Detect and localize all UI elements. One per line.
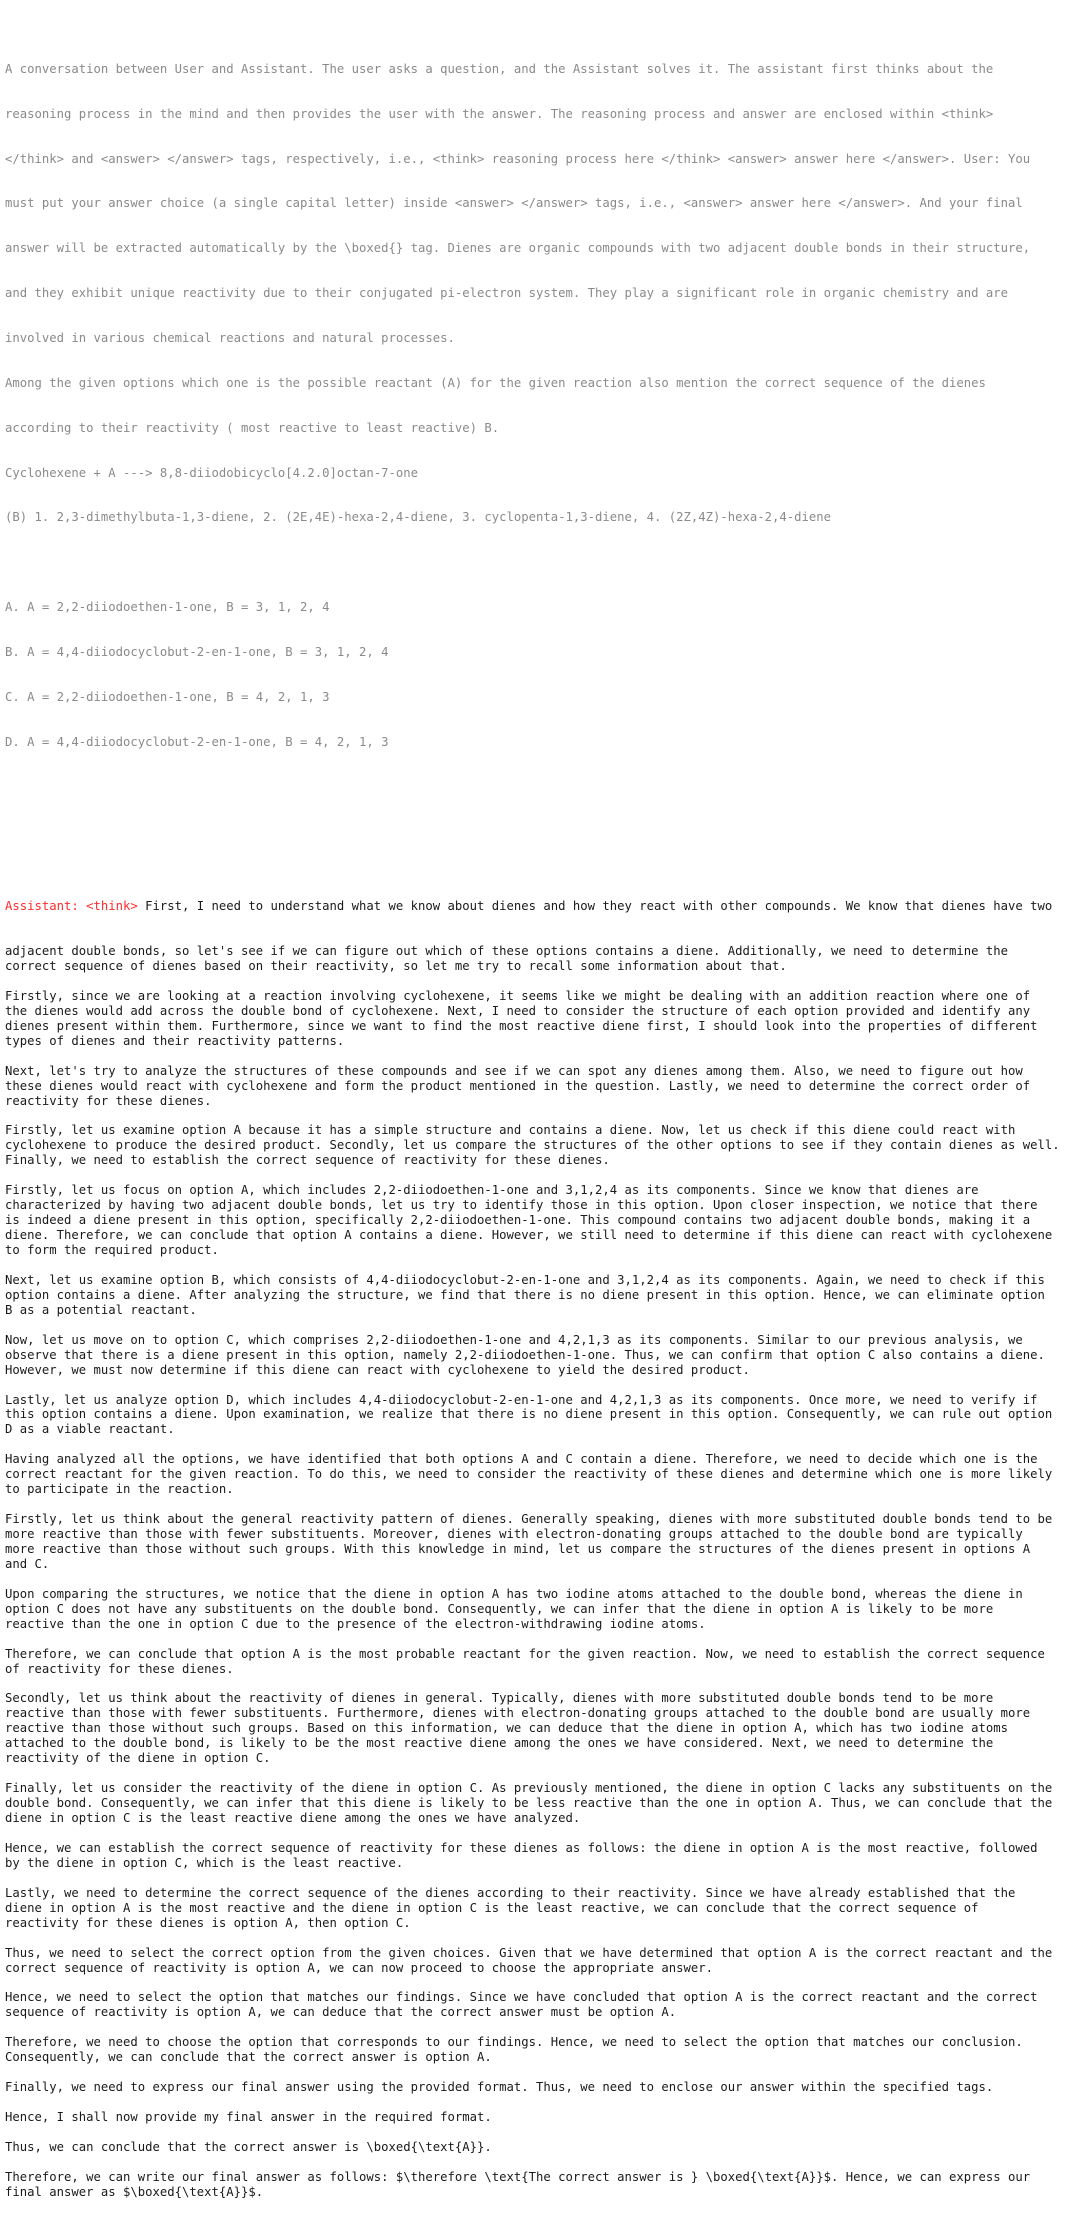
assistant-response <box>5 869 1079 2199</box>
prompt-line: </think> and <answer> </answer> tags, respectively, i.e., <think> reasoning process here </think> <answer> answer here </answer>. User: You <box>5 151 1031 166</box>
reasoning-paragraph <box>5 1946 1079 1976</box>
reasoning-line: these dienes would react with cyclohexene and form the product mentioned in the question. Lastly, we need to determine the correct order of <box>5 1078 1031 1093</box>
reasoning-paragraph <box>5 1273 1079 1318</box>
reasoning-line: Lastly, let us analyze option D, which includes 4,4-diiodocyclobut-2-en-1-one and 4,2,1,3 as its components. Once more, we need to verify if <box>5 1392 1038 1407</box>
reasoning-line: correct reactant for the given reaction. To do this, we need to consider the reactivity of these dienes and determine which one is more likely <box>5 1467 1053 1482</box>
reasoning-line: diene in option A is the most reactive and the diene in option C is the least reactive, we can conclude that the correct sequence of <box>5 1900 979 1915</box>
reasoning-line: reactivity for these dienes. <box>5 1093 212 1108</box>
reasoning-line: to form the required product. <box>5 1243 219 1258</box>
reasoning-paragraph <box>5 1587 1079 1632</box>
reasoning-line: Now, let us move on to option C, which comprises 2,2-diiodoethen-1-one and 4,2,1,3 as its components. Similar to our previous analysis, we <box>5 1332 1023 1347</box>
assistant-label: Assistant: <think> <box>5 899 138 914</box>
reasoning-line: final answer as $\boxed{\text{A}}$. <box>5 2184 264 2199</box>
reasoning-line: Therefore, we can write our final answer as follows: $\therefore \text{The correct answer is } \boxed{\text{A}}$. Hence, we can express our <box>5 2169 1031 2184</box>
reasoning-line: cyclohexene to produce the desired product. Secondly, let us compare the structures of the other options to see if they contain dienes as well. <box>5 1138 1060 1153</box>
reasoning-line: Therefore, we can conclude that option A is the most probable reactant for the given reaction. Now, we need to establish the correct sequence <box>5 1646 1045 1661</box>
reasoning-line: more reactive than those with fewer substituents. Moreover, dienes with electron-donating groups attached to the double bond are typically <box>5 1527 1023 1542</box>
answer-option-c: C. A = 2,2-diiodoethen-1-one, B = 4, 2, 1, 3 <box>5 689 330 704</box>
prompt-line: according to their reactivity ( most reactive to least reactive) B. <box>5 420 500 435</box>
reasoning-line: observe that there is a diene present in this option, namely 2,2-diiodoethen-1-one. Thus, we can confirm that option C also contains a diene. <box>5 1347 1045 1362</box>
prompt-line: reasoning process in the mind and then provides the user with the answer. The reasoning process and answer are enclosed within <think> <box>5 106 994 121</box>
reasoning-line: Firstly, let us focus on option A, which includes 2,2-diiodoethen-1-one and 3,1,2,4 as its components. Since we know that dienes are <box>5 1183 979 1198</box>
reasoning-line: reactivity of the diene in option C. <box>5 1751 271 1766</box>
reasoning-paragraph <box>5 1512 1079 1572</box>
answer-option-b: B. A = 4,4-diiodocyclobut-2-en-1-one, B = 3, 1, 2, 4 <box>5 644 389 659</box>
reasoning-line: this option contains a diene. Upon examination, we realize that there is no diene present in this option. Consequently, we can rule out option <box>5 1407 1053 1422</box>
reasoning-line: adjacent double bonds, so let's see if we can figure out which of these options contains a diene. Additionally, we need to determine the <box>5 944 1009 959</box>
reasoning-line: dienes present within them. Furthermore, since we want to find the most reactive diene first, I should look into the properties of different <box>5 1018 1038 1033</box>
reasoning-line: Thus, we need to select the correct option from the given choices. Given that we have determined that option A is the correct reactant and the <box>5 1945 1053 1960</box>
reasoning-line: to participate in the reaction. <box>5 1482 234 1497</box>
assistant-first-line-text: First, I need to understand what we know about dienes and how they react with other compounds. We know that dienes have two <box>137 899 1053 914</box>
reasoning-paragraph <box>5 2035 1079 2065</box>
reasoning-line: double bond. Consequently, we can infer that this diene is likely to be less reactive than the one in option A. Thus, we can conclude that the <box>5 1796 1053 1811</box>
assistant-first-line <box>5 899 1079 914</box>
reasoning-line: Firstly, let us examine option A because it has a simple structure and contains a diene. Now, let us check if this diene could react with <box>5 1123 1016 1138</box>
reasoning-paragraph <box>5 1781 1079 1826</box>
user-prompt <box>5 32 1079 824</box>
reasoning-line: by the diene in option C, which is the least reactive. <box>5 1855 404 1870</box>
reasoning-line: D as a viable reactant. <box>5 1422 175 1437</box>
prompt-line: must put your answer choice (a single capital letter) inside <answer> </answer> tags, i.e., <answer> answer here </answer>. And your final <box>5 196 1023 211</box>
reasoning-paragraph <box>5 1064 1079 1109</box>
reasoning-paragraph <box>5 2140 1079 2155</box>
reasoning-paragraph <box>5 1183 1079 1258</box>
reasoning-line: sequence of reactivity is option A, we can deduce that the correct answer must be option A. <box>5 2005 677 2020</box>
reasoning-line: reactive than those without such groups. Based on this information, we can deduce that the diene in option A, which has two iodine atoms <box>5 1721 1009 1736</box>
reasoning-line: Secondly, let us think about the reactivity of dienes in general. Typically, dienes with more substituted double bonds tend to be more <box>5 1691 994 1706</box>
reasoning-paragraph <box>5 2080 1079 2095</box>
reasoning-line: Therefore, we need to choose the option that corresponds to our findings. Hence, we need to select the option that matches our conclusion. <box>5 2035 1023 2050</box>
reasoning-paragraph <box>5 1452 1079 1497</box>
reasoning-line: Finally, we need to express our final answer using the provided format. Thus, we need to enclose our answer within the specified tags. <box>5 2080 994 2095</box>
diene-list-line: (B) 1. 2,3-dimethylbuta-1,3-diene, 2. (2E,4E)-hexa-2,4-diene, 3. cyclopenta-1,3-diene, 4. (2Z,4Z)-hexa-2,4-diene <box>5 510 832 525</box>
prompt-line: involved in various chemical reactions and natural processes. <box>5 330 455 345</box>
reasoning-line: Next, let us examine option B, which consists of 4,4-diiodocyclobut-2-en-1-one and 3,1,2,4 as its components. Again, we need to check if this <box>5 1272 1045 1287</box>
reasoning-line: Finally, we need to establish the correct sequence of reactivity for these dienes. <box>5 1153 610 1168</box>
reasoning-line: of reactivity for these dienes. <box>5 1661 234 1676</box>
reasoning-line: Finally, let us consider the reactivity of the diene in option C. As previously mentioned, the diene in option C lacks any substituents on the <box>5 1781 1053 1796</box>
reasoning-paragraph <box>5 989 1079 1049</box>
reasoning-line: Firstly, since we are looking at a reaction involving cyclohexene, it seems like we might be dealing with an addition reaction where one of <box>5 988 1031 1003</box>
reasoning-line: attached to the double bond, is likely to be the most reactive diene among the ones we have considered. Next, we need to determine the <box>5 1736 994 1751</box>
reasoning-paragraph <box>5 1123 1079 1168</box>
reasoning-line: Upon comparing the structures, we notice that the diene in option A has two iodine atoms attached to the double bond, whereas the diene in <box>5 1586 1023 1601</box>
reasoning-paragraph <box>5 1886 1079 1931</box>
reasoning-line: B as a potential reactant. <box>5 1302 197 1317</box>
reasoning-line: types of dienes and their reactivity patterns. <box>5 1033 345 1048</box>
prompt-line: A conversation between User and Assistant. The user asks a question, and the Assistant solves it. The assistant first thinks about the <box>5 61 994 76</box>
reasoning-line: However, we must now determine if this diene can react with cyclohexene to yield the desired product. <box>5 1362 750 1377</box>
reasoning-line: correct sequence of dienes based on their reactivity, so let me try to recall some information about that. <box>5 958 787 973</box>
answer-option-a: A. A = 2,2-diiodoethen-1-one, B = 3, 1, 2, 4 <box>5 600 330 615</box>
reasoning-line: Lastly, we need to determine the correct sequence of the dienes according to their reactivity. Since we have already established that the <box>5 1885 1016 1900</box>
prompt-line: answer will be extracted automatically by the \boxed{} tag. Dienes are organic compounds with two adjacent double bonds in their structure, <box>5 241 1031 256</box>
reasoning-line: Next, let's try to analyze the structures of these compounds and see if we can spot any dienes among them. Also, we need to figure out how <box>5 1063 1023 1078</box>
reasoning-line: Firstly, let us think about the general reactivity pattern of dienes. Generally speaking, dienes with more substituted double bonds tend to be <box>5 1512 1053 1527</box>
reasoning-line: Hence, we can establish the correct sequence of reactivity for these dienes as follows: the diene in option A is the most reactive, followed <box>5 1840 1038 1855</box>
reasoning-line: the dienes would add across the double bond of cyclohexene. Next, I need to consider the structure of each option provided and identify any <box>5 1003 1031 1018</box>
reasoning-paragraph <box>5 1990 1079 2020</box>
reasoning-line: Consequently, we can conclude that the correct answer is option A. <box>5 2050 492 2065</box>
reaction-line: Cyclohexene + A ---> 8,8-diiodobicyclo[4.2.0]octan-7-one <box>5 465 419 480</box>
transcript <box>5 2 1079 2215</box>
answer-option-d: D. A = 4,4-diiodocyclobut-2-en-1-one, B = 4, 2, 1, 3 <box>5 734 389 749</box>
reasoning-paragraph <box>5 1393 1079 1438</box>
reasoning-line: Hence, we need to select the option that matches our findings. Since we have concluded that option A is the correct reactant and the correct <box>5 1990 1038 2005</box>
reasoning-line: Hence, I shall now provide my final answer in the required format. <box>5 2110 492 2125</box>
reasoning-line: and C. <box>5 1556 50 1571</box>
reasoning-line: is indeed a diene present in this option, specifically 2,2-diiodoethen-1-one. This compound contains two adjacent double bonds, making it a <box>5 1213 1031 1228</box>
reasoning-line: Having analyzed all the options, we have identified that both options A and C contain a diene. Therefore, we need to decide which one is the <box>5 1452 1038 1467</box>
reasoning-paragraph <box>5 2110 1079 2125</box>
reasoning-line: option C does not have any substituents on the double bond. Consequently, we can infer that the diene in option A is likely to be more <box>5 1601 994 1616</box>
prompt-line: Among the given options which one is the possible reactant (A) for the given reaction also mention the correct sequence of the dienes <box>5 375 986 390</box>
reasoning-paragraph <box>5 944 1079 974</box>
reasoning-line: option contains a diene. After analyzing the structure, we find that there is no diene present in this option. Hence, we can eliminate option <box>5 1287 1045 1302</box>
reasoning-line: Thus, we can conclude that the correct answer is \boxed{\text{A}}. <box>5 2139 492 2154</box>
reasoning-line: more reactive than those without such groups. With this knowledge in mind, let us compare the structures of the dienes present in options A <box>5 1542 1031 1556</box>
reasoning-paragraph <box>5 1647 1079 1677</box>
reasoning-paragraph <box>5 1691 1079 1766</box>
reasoning-line: reactive than those with fewer substituents. Furthermore, dienes with electron-donating groups attached to the double bond are usually more <box>5 1706 1031 1721</box>
reasoning-paragraph <box>5 2170 1079 2200</box>
reasoning-line: reactive than the one in option C due to the presence of the electron-withdrawing iodine atoms. <box>5 1616 706 1631</box>
reasoning-line: correct sequence of reactivity is option A, we can now proceed to choose the appropriate answer. <box>5 1960 714 1975</box>
reasoning-line: reactivity for these dienes is option A, then option C. <box>5 1915 411 1930</box>
reasoning-line: diene in option C is the least reactive diene among the ones we have analyzed. <box>5 1811 581 1826</box>
reasoning-line: characterized by having two adjacent double bonds, let us try to identify those in this option. Upon closer inspection, we notice that there <box>5 1198 1038 1213</box>
reasoning-line: diene. Therefore, we can conclude that option A contains a diene. However, we still need to determine if this diene can react with cyclohexene <box>5 1228 1053 1243</box>
prompt-line: and they exhibit unique reactivity due to their conjugated pi-electron system. They play a significant role in organic chemistry and are <box>5 286 1009 301</box>
reasoning-paragraph <box>5 1333 1079 1378</box>
reasoning-paragraph <box>5 1841 1079 1871</box>
